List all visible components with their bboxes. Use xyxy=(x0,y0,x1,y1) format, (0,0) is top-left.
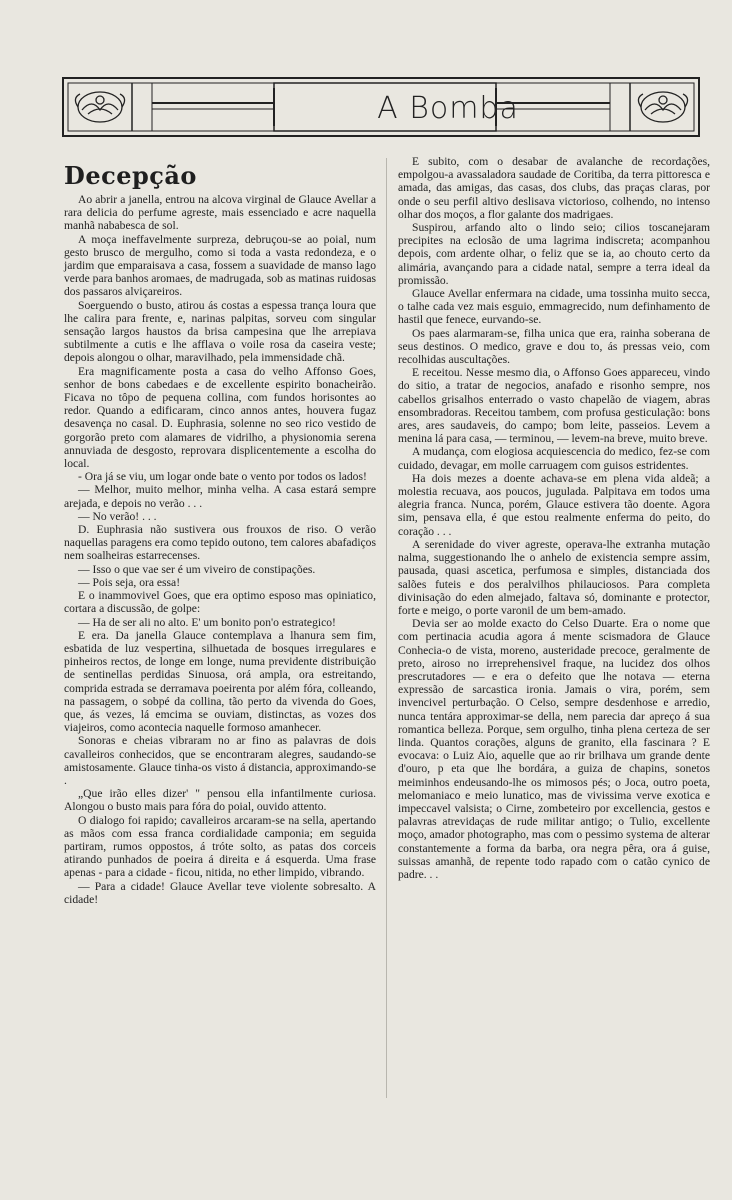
article-paragraph: — Melhor, muito melhor, minha velha. A casa estará sempre arejada, e depois no verão . . . xyxy=(64,483,376,510)
article-paragraph: Soerguendo o busto, atirou ás costas a espessa trança loura que lhe calira para frente, e, narinas palpitas, sorveu com singular sensação largos haustos da brisa campesina que lhe arrepiava subtilmente a cutis e lhe afflava o voile rosa da caseira veste; depois alongou o olhar, maravilhado, pela immensidade chã. xyxy=(64,298,376,365)
ornament-left-icon xyxy=(75,92,124,122)
article-paragraph: — Isso o que vae ser é um viveiro de constipações. xyxy=(78,562,316,576)
article-paragraph: A serenidade do viver agreste, operava-lhe extranha mutação nalma, suggestionando lhe o anhelo de existencia sempre assim, pausada, quasi ascetica, perfumosa e simples, distanciada dos salões futeis e dos peralvilhos philauciosos. Para completa divinisação do eden almejado, faltava só, dominante e protector, forte e meigo, o porte varonil de um bem-amado. xyxy=(398,537,710,617)
article-paragraph: Os paes alarmaram-se, filha unica que era, rainha soberana de seus destinos. O medico, grave e dou to, ás pressas veio, com recolhidas auscultações. xyxy=(398,326,710,367)
left-paragraphs xyxy=(64,193,376,906)
article-paragraph: Ao abrir a janella, entrou na alcova virginal de Glauce Avellar a rara delicia do perfume agreste, mais essenciado e acre naquella manhã nababesca de sol. xyxy=(64,193,376,233)
article-paragraph: E era. Da janella Glauce contemplava a lhanura sem fim, esbatida de luz vespertina, silhuetada de bosques irregulares e pinheiros rectos, de longe em longe, numa previdente distribuição de sentinellas perdidas Sinuosa, orá ampla, ora estreitando, comprida estrada se derramava poeirenta por além fóra, colleando, na passagem, o sobpé da collina, tão perto da vivenda do Goes, que, ás vezes, lá emcima se ouviam, distinctas, as vozes dos viajeiros, como acontecia naquelle formoso amanhecer. xyxy=(64,628,376,735)
left-column xyxy=(64,155,376,906)
article-paragraph: A moça ineffavelmente surpreza, debruçou-se ao poial, num gesto brusco de mergulho, como si toda a vasta redondeza, e o jardim que emparaisava a casa, fossem a suavidade de manso lago verde para banhos aromaes, de madrugada, sob as matinas ruidosas dos passaros alviçareiros. xyxy=(64,232,376,299)
article-paragraph: Era magnificamente posta a casa do velho Affonso Goes, senhor de bons cabedaes e de excellente espirito bonacheirão. Ficava no tôpo de pequena collina, com fundos horisontes ao redor. Quando a edificaram, cinco annos antes, houvera fugaz desavença no casal. D. Euphrasia, solenne no seo rico vestido de gorgorão preto com alamares de vidrilho, a physionomia serena annuviada de desgosto, reprovara displicentemente a escolha do local. xyxy=(64,364,376,471)
article-paragraph: A mudança, com elogiosa acquiescencia do medico, fez-se com cuidado, devagar, em molle carruagem com guisos estridentes. xyxy=(398,445,710,472)
right-column xyxy=(398,155,710,881)
article-paragraph: E o inammovivel Goes, que era optimo esposo mas opiniatico, cortara a discussão, de golpe: xyxy=(64,589,376,616)
article-paragraph: — Para a cidade! Glauce Avellar teve violente sobresalto. A cidade! xyxy=(64,879,376,906)
article-paragraph: — Ha de ser ali no alto. E' um bonito pon'o estrategico! xyxy=(78,615,336,629)
article-paragraph: E receitou. Nesse mesmo dia, o Affonso Goes appareceu, vindo do sitio, a tratar de negocios, anafado e risonho sempre, nos cabellos grisalhos enterrado o vasto chapelão de viagem, abras ensombradoras. Receitou tambem, com profusa gesticulação: bons ares, ares saudaveis, do campo; bom leite, passeios. Levem a menina lá para casa, — terminou, — levem-na breve, muito breve. xyxy=(398,366,710,446)
article-paragraph: D. Euphrasia não sustivera ous frouxos de riso. O verão naquellas paragens era como tepido outono, tem calores abafadiços nem soalheiras estarrecenses. xyxy=(64,523,376,563)
article-paragraph: Devia ser ao molde exacto do Celso Duarte. Era o nome que com pertinacia acudia agora á mente scismadora de Glauce Conhecia-o de vista, moreno, austeridade precoce, geralmente de preto, airoso no irreprehensivel fraque, na lucidez dos olhos prescrutadores — e era o defeito que lhe notava — eterna expressão de sarcastica ironia. Jamais o vira, porém, sem invencivel perturbação. O Celso, sempre desdenhose e arredio, nunca tentára approximar-se della, nem parecia dar apreço á sua romantica belleza. Porque, sem orgulho, tinha plena certeza de ser linda. Quantos corações, alguns de granito, ella fascinara ? E evocava: o Luiz Aio, aquelle que ao rir brilhava um grande dente d'ouro, p eta que lhe bordára, a guiza de chapins, sonetos meiminhos endeusando-lhe os mimosos pés; o Joca, outro poeta, melomaniaco e meio lunatico, mas de vivissima verve exotica e impeccavel valsista; o Cirne, zombeteiro por excellencia, gestos e palavras atrevidaças de rude militar antigo; o Tulio, excellente moço, amador photographo, mas com o pessimo systema de alterar constantemente a forma da barba, ora negra pêra, ora á guise, suissas amanhã, de repente todo rapado com o catão cynico de padre. . . xyxy=(398,617,710,881)
article-paragraph: Sonoras e cheias vibraram no ar fino as palavras de dois cavalleiros conhecidos, que se encontraram alegres, saudando-se amistosamente. Glauce tinha-os visto á distancia, approximando-se . xyxy=(64,734,376,787)
article-paragraph: Glauce Avellar enfermara na cidade, uma tossinha muito secca, o talhe cada vez mais esguio, emmagrecido, num definhamento de hastil que fenece, eurvando-se. xyxy=(398,287,710,327)
right-paragraphs xyxy=(398,155,710,881)
article-paragraph: O dialogo foi rapido; cavalleiros arcaram-se na sella, apertando as mãos com essa franca cordialidade camponia; em seguida partiram, rumos oppostos, á tróte solto, as patas dos corceis atirando punhados de poeira á direita e á esquerda. Uma frase apenas - para a cidade - ficou, nitida, no ether limpido, vibrando. xyxy=(64,813,376,880)
ornament-right-icon xyxy=(638,92,687,122)
article-paragraph: Ha dois mezes a doente achava-se em plena vida aldeã; a molestia recuava, aos poucos, jugulada. Palpitava em todos uma alegria franca. Nunca, porém, Glauce estivera tão doente. Agora sim, pensava ella, é que estou realmente enferma do peito, do coração . . . xyxy=(398,471,710,538)
article-paragraph: — No verão! . . . xyxy=(78,509,157,523)
article-paragraph: — Pois seja, ora essa! xyxy=(78,575,181,589)
article-title: Decepção xyxy=(64,161,197,190)
masthead xyxy=(62,76,700,140)
article-paragraph: Suspirou, arfando alto o lindo seio; cilios toscanejaram precipites na eclosão de uma lagrima indiscreta; acompanhou depois, com ardente olhar, o feliz que se ia, ao chouto certo da alimária, avançando para a cidade natal, sempre a terra ideal da promissão. xyxy=(398,221,710,287)
article-paragraph: - Ora já se viu, um logar onde bate o vento por todos os lados! xyxy=(78,470,367,484)
article-paragraph: E subito, com o desabar de avalanche de recordações, empolgou-a avassaladora saudade de Coritiba, da terra pittoresca e amada, das amigas, das casas, dos clubs, das praças claras, por onde o seu perfil altivo deslisava victorioso, colhendo, no intenso olhar dos moços, a flor galante dos madrigaes. xyxy=(398,155,710,221)
column-divider xyxy=(386,158,387,1098)
article-paragraph: „Que irão elles dizer' " pensou ella infantilmente curiosa. Alongou o busto mais para fóra do poial, ouvido attento. xyxy=(64,787,376,814)
masthead-title: A Bomba xyxy=(377,90,519,126)
